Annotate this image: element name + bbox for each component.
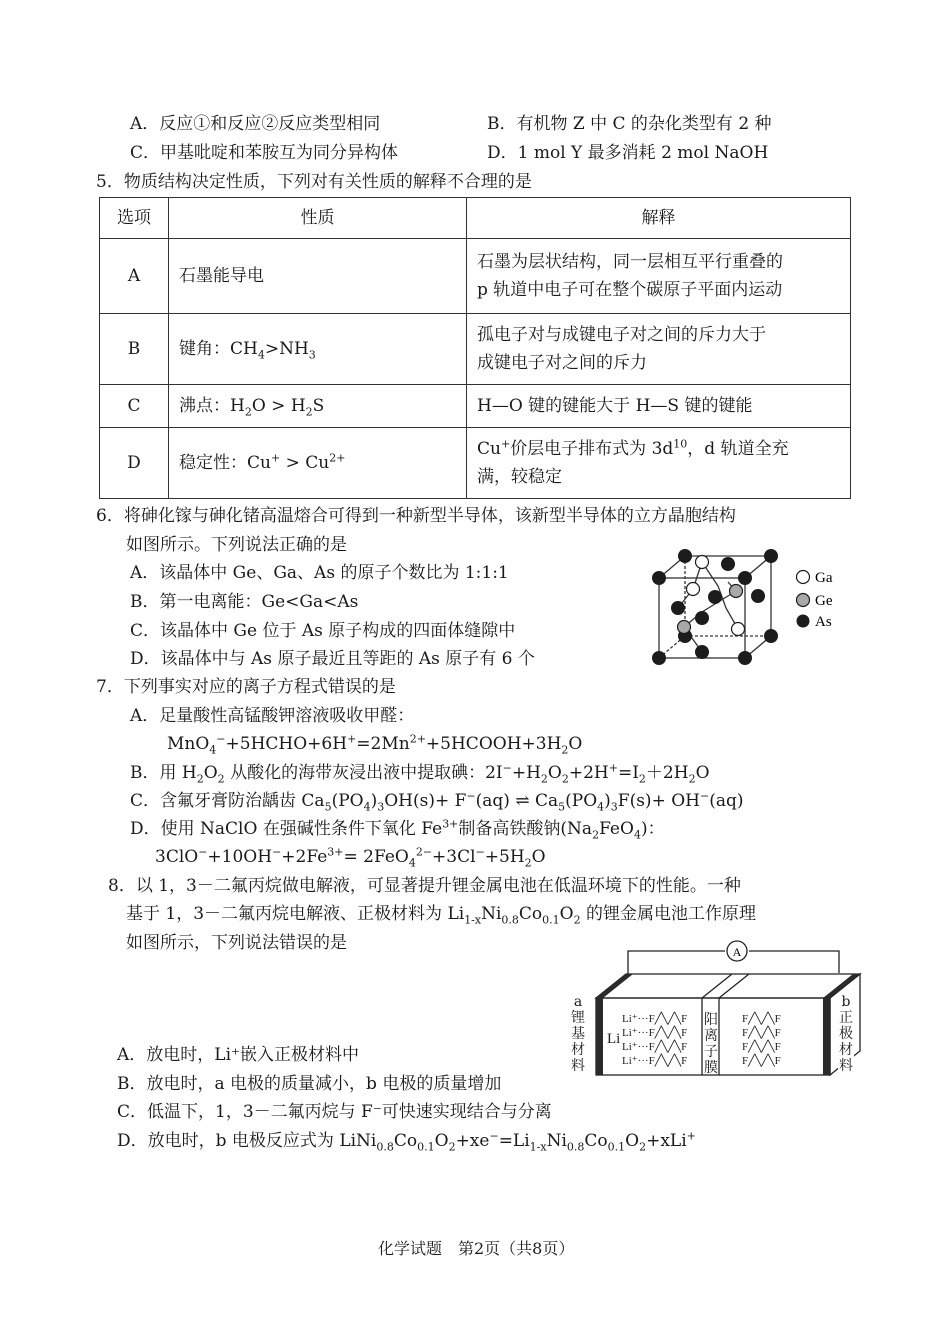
explanation-line: 满，较稳定 <box>477 467 562 487</box>
q6-option-a: A．该晶体中 Ge、Ga、As 的原子个数比为 1:1:1 <box>130 563 509 583</box>
row-explanation: H—O 键的键能大于 H—S 键的键能 <box>467 385 851 428</box>
q8-option-c: C．低温下，1，3－二氟丙烷与 F⁻可快速实现结合与分离 <box>117 1102 552 1122</box>
table-row <box>100 314 851 385</box>
legend-ge-swatch <box>797 594 810 607</box>
right-group: F╱╲╱╲F <box>742 1041 781 1053</box>
q7-d-mid: 制备高铁酸钠 <box>458 819 561 839</box>
as-atom <box>678 549 692 563</box>
q7-option-c: C．含氟牙膏防治龋齿 $Ca_5(PO_4)_3OH(s)+ F^-(aq)$ ⇌ $Ca_5(PO_4)_3F(s)+ OH^-(aq)$ <box>130 789 744 814</box>
left-group: Li⁺···F╱╲╱╲F <box>622 1041 688 1053</box>
row-option: B <box>100 314 169 385</box>
q7-b-prefix: B．用 <box>130 763 177 783</box>
row-option: A <box>100 239 169 314</box>
legend-as-swatch <box>797 615 810 628</box>
q8-option-a: A．放电时，Li⁺嵌入正极材料中 <box>117 1045 359 1065</box>
row-property: 沸点：$H_2O > H_2S$ <box>169 385 467 428</box>
q7-stem: 7．下列事实对应的离子方程式错误的是 <box>96 677 396 697</box>
q8-option-b: B．放电时，a 电极的质量减小，b 电极的质量增加 <box>117 1074 502 1094</box>
legend-as-label: As <box>815 614 832 630</box>
row-property: 稳定性：$Cu^+ > Cu^{2+}$ <box>169 428 467 499</box>
explanation-line: p 轨道中电子可在整个碳原子平面内运动 <box>477 280 783 300</box>
as-atom <box>764 549 778 563</box>
as-atom <box>695 611 709 625</box>
q4-option-b: B．有机物 Z 中 C 的杂化类型有 2 种 <box>487 114 772 134</box>
explanation-line: 孤电子对与成键电子对之间的斥力大于 <box>477 325 766 345</box>
q8-option-d: D．放电时，b 电极反应式为 $LiNi_{0.8}Co_{0.1}O_2+xe^-=Li_{1-x}Ni_{0.8}Co_{0.1}O_2+xLi^+$ <box>117 1129 696 1154</box>
q7-b-mid: 从酸化的海带灰浸出液中提取碘： <box>230 763 486 783</box>
ge-atom <box>730 585 743 598</box>
table-row <box>100 428 851 499</box>
a-electrode-label: a 锂基材料 <box>571 994 585 1074</box>
explanation-line: 成键电子对之间的斥力 <box>477 353 647 373</box>
q7-option-d-equation: $3ClO^-+10OH^-+2Fe^{3+}= 2FeO_4^{2-}+3Cl^-+5H_2O$ <box>155 845 546 870</box>
as-atom <box>652 651 666 665</box>
q8-stem-2: 基于 1，3－二氟丙烷电解液、正极材料为 $Li_{1-x}Ni_{0.8}Co_{0.1}O_2$ 的锂金属电池工作原理 <box>126 904 757 927</box>
row-option: D <box>100 428 169 499</box>
row-explanation <box>467 314 851 385</box>
row-explanation <box>467 239 851 314</box>
q6-option-b: B．第一电离能：Ge<Ga<As <box>130 592 359 612</box>
as-atom <box>738 651 752 665</box>
as-atom <box>751 589 765 603</box>
q5-table <box>99 197 851 499</box>
legend <box>797 570 833 630</box>
as-atom <box>652 571 666 585</box>
a-electrode-top <box>596 974 633 998</box>
q7-option-d: D．使用 NaClO 在强碱性条件下氧化 $Fe^{3+}$制备高铁酸钠$(Na_2FeO_4)$： <box>130 817 665 842</box>
row-explanation <box>467 428 851 499</box>
q6-option-d: D．该晶体中与 As 原子最近且等距的 As 原子有 6 个 <box>130 649 535 669</box>
as-atom <box>764 629 778 643</box>
as-atom <box>738 571 752 585</box>
q4-option-a: A．反应①和反应②反应类型相同 <box>130 114 381 134</box>
as-atom <box>671 601 685 615</box>
q7-option-a: A．足量酸性高锰酸钾溶液吸收甲醛： <box>130 706 415 726</box>
li-label: Li <box>607 1031 621 1047</box>
header-option: 选项 <box>100 198 169 239</box>
q6-option-c: C．该晶体中 Ge 位于 As 原子构成的四面体缝隙中 <box>130 621 516 641</box>
q7-option-a-equation: $MnO_4^-+5HCHO+6H^+=2Mn^{2+}+5HCOOH+3H_2O$ <box>167 732 583 757</box>
explanation-line: Cu+价层电子排布式为 $3d^{10}$，d 轨道全充 <box>477 437 789 459</box>
row-property: 石墨能导电 <box>169 239 467 314</box>
membrane-label: 阳离子膜 <box>704 1012 718 1076</box>
table-header-row <box>100 198 851 239</box>
q8-stem-2-suffix: 的锂金属电池工作原理 <box>586 904 757 924</box>
explanation-line: 石墨为层状结构，同一层相互平行重叠的 <box>477 252 783 272</box>
q5-stem: 5．物质结构决定性质，下列对有关性质的解释不合理的是 <box>96 172 532 192</box>
left-group: Li⁺···F╱╲╱╲F <box>622 1013 688 1025</box>
q4-option-d: D．1 mol Y 最多消耗 2 mol NaOH <box>487 143 769 163</box>
q6-stem-2: 如图所示。下列说法正确的是 <box>126 535 347 555</box>
external-wire <box>628 951 725 976</box>
page-footer: 化学试题 第2页（共8页） <box>378 1239 575 1258</box>
legend-ge-label: Ge <box>815 593 833 609</box>
header-property: 性质 <box>169 198 467 239</box>
ga-atom <box>732 623 745 636</box>
right-group: F╱╲╱╲F <box>742 1055 781 1067</box>
as-atom <box>695 645 709 659</box>
q8-stem-3: 如图所示，下列说法错误的是 <box>126 933 347 953</box>
right-group: F╱╲╱╲F <box>742 1027 781 1039</box>
ga-atom <box>687 583 700 596</box>
ga-atom <box>696 556 709 569</box>
right-group: F╱╲╱╲F <box>742 1013 781 1025</box>
q4-option-c: C．甲基吡啶和苯胺互为同分异构体 <box>130 143 399 163</box>
table-row <box>100 239 851 314</box>
q7-d-prefix: D．使用 NaClO 在强碱性条件下氧化 <box>130 819 416 839</box>
as-atom <box>721 557 735 571</box>
q8-stem-1: 8．以 1，3－二氟丙烷做电解液，可显著提升锂金属电池在低温环境下的性能。一种 <box>108 876 741 896</box>
b-electrode-label: b 正极材料 <box>839 994 853 1074</box>
b-electrode-bar <box>823 998 830 1075</box>
crystal-cell-diagram <box>640 542 850 667</box>
q8-stem-2-prefix: 基于 1，3－二氟丙烷电解液、正极材料为 <box>126 904 443 924</box>
ge-atom <box>678 621 691 634</box>
q7-c-prefix: C．含氟牙膏防治龋齿 <box>130 791 297 811</box>
ammeter-label: A <box>732 945 742 959</box>
header-explanation: 解释 <box>467 198 851 239</box>
as-atom <box>708 590 722 604</box>
left-group: Li⁺···F╱╲╱╲F <box>622 1027 688 1039</box>
q6-stem-1: 6．将砷化镓与砷化锗高温熔合可得到一种新型半导体，该新型半导体的立方晶胞结构 <box>96 506 736 526</box>
legend-ga-swatch <box>797 571 810 584</box>
q7-option-b: B．用 $H_2O_2$ 从酸化的海带灰浸出液中提取碘：$2I^-+H_2O_2+2H^+=I_2+2H_2O$ <box>130 761 710 786</box>
q8-d-prefix: D．放电时，b 电极反应式为 <box>117 1131 334 1151</box>
external-wire <box>749 951 839 973</box>
legend-ga-label: Ga <box>815 570 833 586</box>
left-group: Li⁺···F╱╲╱╲F <box>622 1055 688 1067</box>
row-property: 键角：$CH_4>NH_3$ <box>169 314 467 385</box>
a-electrode-bar <box>596 998 603 1075</box>
row-option: C <box>100 385 169 428</box>
table-row <box>100 385 851 428</box>
